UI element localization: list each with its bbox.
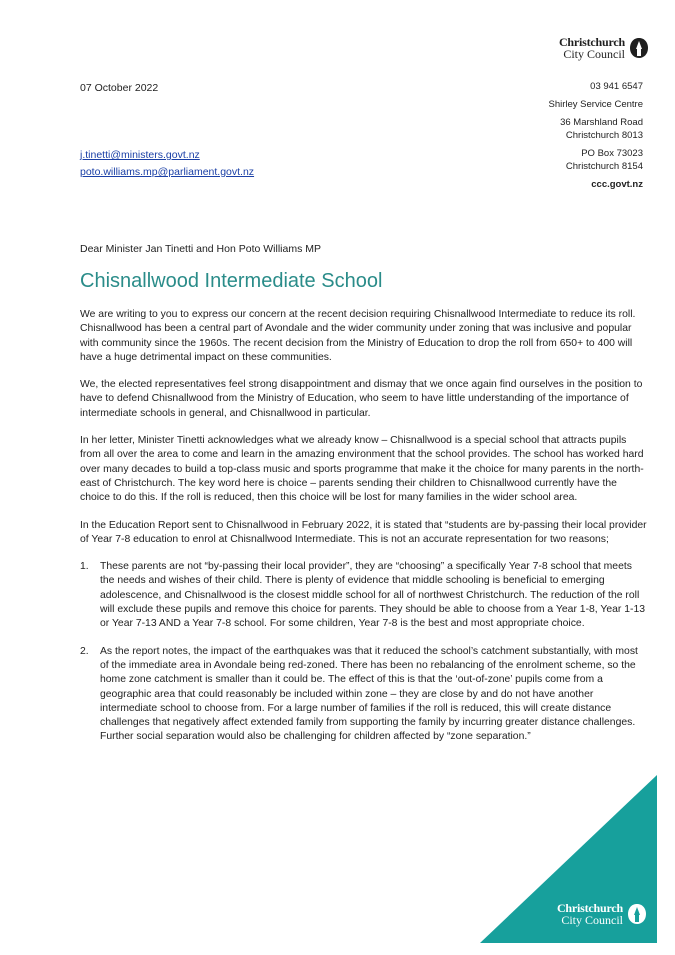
list-text: These parents are not “by-passing their local provider”, they are “choosing” a specifically Year 7-8 school that meets the needs and wishes of their child. There is plenty of evidence that middle schooling is beneficial to emerging adolescence, and Chisnallwood is the closest middle school for all of northwest Christchurch. The reduction of the roll will exclude these pupils and remove this choice for parents. They should be able to choose from a Year 1-8, Year 1-13 or Year 7-13 AND a Year 7-8 school. For some children, Year 7-8 is the best and most appropriate choice. — [100, 561, 646, 630]
salutation: Dear Minister Jan Tinetti and Hon Poto Williams MP — [80, 243, 322, 255]
service-centre: Shirley Service Centre — [548, 99, 643, 110]
phone-number: 03 941 6547 — [590, 81, 643, 92]
po-box: PO Box 73023 — [581, 148, 643, 159]
paragraph: We are writing to you to express our concern at the recent decision requiring Chisnallwood Intermediate to reduce its roll. Chisnallwood has been a central part of Avondale and the wider community under zoning that was inclusive and popular with community since the 1960s. The recent decision from the Ministry of Education to drop the roll from 650+ to 400 will have a huge detrimental impact on these communities. — [80, 309, 636, 363]
list-item — [80, 645, 648, 745]
street-address: 36 Marshland Road — [560, 117, 643, 128]
contact-block — [548, 80, 643, 191]
cathedral-icon — [629, 37, 649, 59]
cathedral-icon — [627, 903, 647, 925]
footer-logo-line-1: Christchurch — [556, 901, 623, 915]
list-text: As the report notes, the impact of the earthquakes was that it reduced the school’s catchment substantially, with most of the immediate area in Avondale being red-zoned. There has been no rebalancing of the enrolment scheme, so the home zone catchment is smaller than it could be. The effect of this is that the ‘out-of-zone’ pupils come from a geographic area that could reasonably be included within zone – they are close by and do not have another intermediate school to choose from. For a large number of families if the roll is reduced, this will create distance challenges that negatively affect extended family from supporting the family by incurring greater distance challenges. Further social separation would also be challenging for children affected by “zone separation.” — [100, 645, 638, 743]
paragraph: In the Education Report sent to Chisnallwood in February 2022, it is stated that “students are by-passing their local provider of Year 7-8 education to enrol at Chisnallwood Intermediate. This is not an accurate representation for two reasons; — [80, 519, 647, 545]
letter-date: 07 October 2022 — [80, 82, 159, 94]
po-box-city: Christchurch 8154 — [565, 161, 643, 172]
letter-heading: Chisnallwood Intermediate School — [80, 270, 383, 292]
footer-logo-line-2: City Council — [561, 913, 623, 927]
email-link-tinetti[interactable]: j.tinetti@ministers.govt.nz — [80, 149, 200, 161]
list-number: 1. — [80, 561, 89, 573]
website: ccc.govt.nz — [591, 179, 643, 190]
street-city: Christchurch 8013 — [565, 130, 643, 141]
council-logo — [559, 36, 649, 60]
council-logo-footer — [557, 902, 647, 926]
logo-line-1: Christchurch — [558, 35, 625, 49]
reasons-list — [80, 560, 648, 745]
list-item — [80, 560, 648, 631]
list-number: 2. — [80, 645, 89, 657]
email-link-williams[interactable]: poto.williams.mp@parliament.govt.nz — [80, 166, 255, 178]
paragraph: We, the elected representatives feel strong disappointment and dismay that we once again find ourselves in the position to have to defend Chisnallwood from the Ministry of Education, who seem to have little understanding of the importance of intermediate schools in general, and Chisnallwood in particular. — [80, 379, 643, 419]
logo-line-2: City Council — [563, 47, 625, 61]
recipient-emails — [80, 147, 254, 181]
letter-body — [80, 308, 648, 758]
paragraph: In her letter, Minister Tinetti acknowledges what we already know – Chisnallwood is a special school that attracts pupils from all over the area to come and learn in the amazing environment that the school provides. The school has worked hard over many decades to build a top-class music and sports programme that make it the choice for many parents in the north-east of Christchurch. The key word here is choice – parents sending their children to Chisnallwood currently have the choice to do this. If the roll is reduced, then this choice will be lost for many families in the wider school area. — [80, 435, 644, 504]
